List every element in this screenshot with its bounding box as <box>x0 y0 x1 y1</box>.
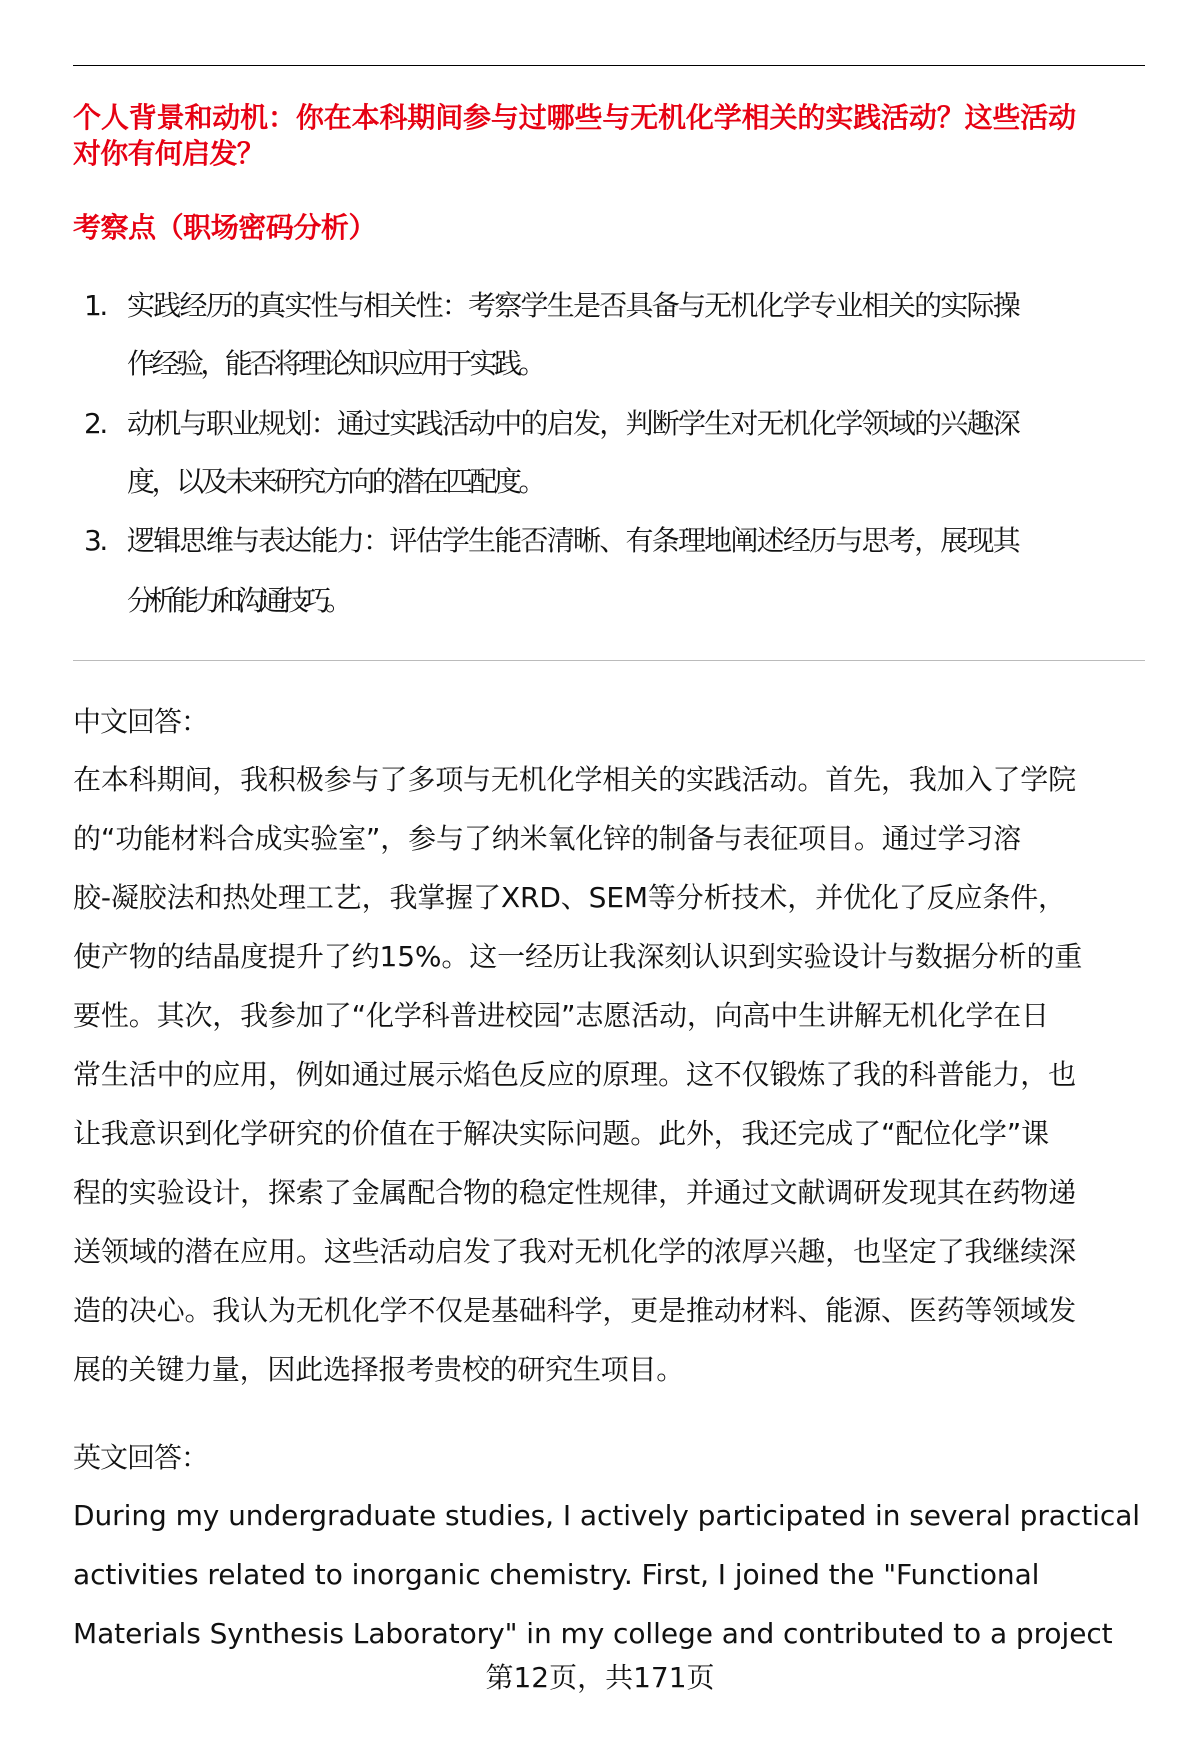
point-text: 度，以及未来研究方向的潜在匹配度。 <box>127 465 544 498</box>
paragraph-line: 送领域的潜在应用。这些活动启发了我对无机化学的浓厚兴趣，也坚定了我继续深 <box>73 1235 1077 1268</box>
paragraph-line: 使产物的结晶度提升了约15%。这一经历让我深刻认识到实验设计与数据分析的重 <box>73 940 1083 973</box>
paragraph-line: 在本科期间，我积极参与了多项与无机化学相关的实践活动。首先，我加入了学院 <box>73 763 1077 796</box>
paragraph-line: 程的实验设计，探索了金属配合物的稳定性规律，并通过文献调研发现其在药物递 <box>73 1176 1077 1209</box>
chinese-answer-label: 中文回答： <box>73 705 209 738</box>
point-number: 2. <box>84 407 106 440</box>
paragraph-line: activities related to inorganic chemistry. First, I joined the "Functional <box>73 1558 1040 1591</box>
paragraph-line: Materials Synthesis Laboratory" in my college and contributed to a project <box>73 1617 1113 1650</box>
point-text: 实践经历的真实性与相关性：考察学生是否具备与无机化学专业相关的实际操 <box>127 289 1020 322</box>
section-divider <box>73 660 1145 661</box>
paragraph-line: 让我意识到化学研究的价值在于解决实际问题。此外，我还完成了“配位化学”课 <box>73 1117 1050 1150</box>
point-text: 逻辑思维与表达能力：评估学生能否清晰、有条理地阐述经历与思考，展现其 <box>127 524 1020 557</box>
top-rule <box>73 65 1145 66</box>
paragraph-line: 常生活中的应用，例如通过展示焰色反应的原理。这不仅锻炼了我的科普能力，也 <box>73 1058 1077 1091</box>
paragraph-line: 的“功能材料合成实验室”，参与了纳米氧化锌的制备与表征项目。通过学习溶 <box>73 822 1022 855</box>
paragraph-line: During my undergraduate studies, I actively participated in several practical <box>73 1499 1140 1532</box>
paragraph-line: 造的决心。我认为无机化学不仅是基础科学，更是推动材料、能源、医药等领域发 <box>73 1294 1077 1327</box>
point-text: 作经验，能否将理论知识应用于实践。 <box>127 347 544 380</box>
point-number: 3. <box>84 524 106 557</box>
section-heading: 考察点（职场密码分析） <box>73 211 377 244</box>
page-number: 第12页，共171页 <box>485 1661 715 1694</box>
point-number: 1. <box>84 289 106 322</box>
question-title-line-1: 个人背景和动机：你在本科期间参与过哪些与无机化学相关的实践活动？这些活动 <box>73 101 1077 134</box>
point-text: 分析能力和沟通技巧。 <box>127 584 348 617</box>
paragraph-line: 胶-凝胶法和热处理工艺，我掌握了XRD、SEM等分析技术，并优化了反应条件， <box>73 881 1066 914</box>
point-text: 动机与职业规划：通过实践活动中的启发，判断学生对无机化学领域的兴趣深 <box>127 407 1020 440</box>
paragraph-line: 要性。其次，我参加了“化学科普进校园”志愿活动，向高中生讲解无机化学在日 <box>73 999 1050 1032</box>
question-title-line-2: 对你有何启发？ <box>73 137 265 170</box>
english-answer-label: 英文回答： <box>73 1441 209 1474</box>
paragraph-line: 展的关键力量，因此选择报考贵校的研究生项目。 <box>73 1353 685 1386</box>
